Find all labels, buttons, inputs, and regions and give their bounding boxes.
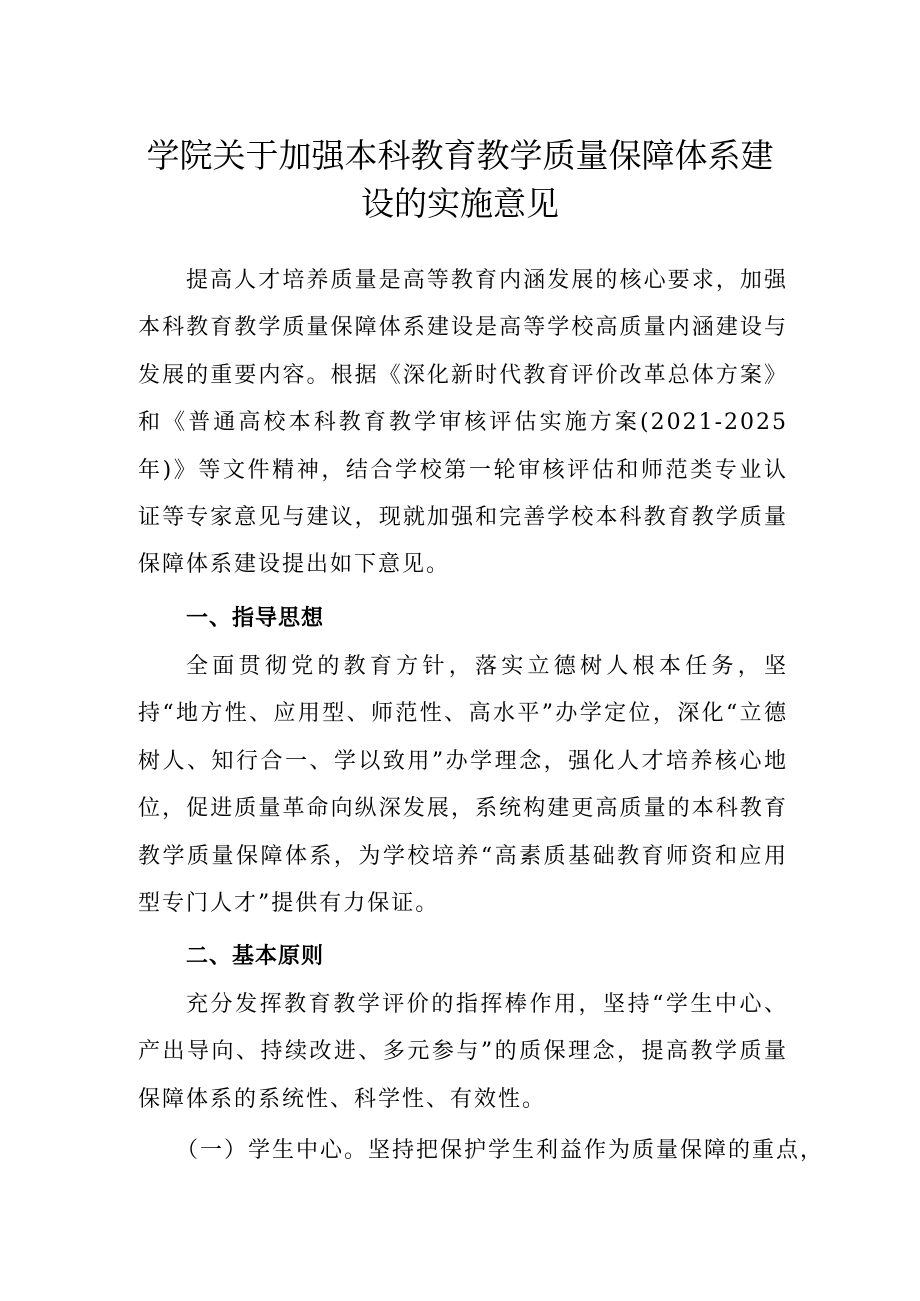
sub-item-line-student-centered: （一）学生中心。坚持把保护学生利益作为质量保障的重点， [176, 1138, 825, 1163]
section-paragraph-basic-principles: 充分发挥教育教学评价的指挥棒作用，坚持“学生中心、产出导向、持续改进、多元参与”的质保理念，提高教学质量保障体系的系统性、科学性、有效性。 [138, 992, 788, 1112]
section-heading-guiding-ideology: 一、指导思想 [186, 606, 325, 631]
document-title-line-1: 学院关于加强本科教育教学质量保障体系建 [146, 136, 774, 175]
intro-block [138, 257, 788, 589]
document-title-line-2: 设的实施意见 [361, 184, 559, 223]
section-1-block [138, 643, 788, 927]
intro-paragraph: 提高人才培养质量是高等教育内涵发展的核心要求，加强本科教育教学质量保障体系建设是高等学校高质量内涵建设与发展的重要内容。根据《深化新时代教育评价改革总体方案》和《普通高校本科教育教学审核评估实施方案(2021-2025年)》等文件精神，结合学校第一轮审核评估和师范类专业认证等专家意见与建议，现就加强和完善学校本科教育教学质量保障体系建设提出如下意见。 [138, 268, 788, 578]
section-heading-basic-principles: 二、基本原则 [186, 944, 325, 969]
section-paragraph-guiding-ideology: 全面贯彻党的教育方针，落实立德树人根本任务，坚持“地方性、应用型、师范性、高水平”办学定位，深化“立德树人、知行合一、学以致用”办学理念，强化人才培养核心地位，促进质量革命向纵深发展，系统构建更高质量的本科教育教学质量保障体系，为学校培养“高素质基础教育师资和应用型专门人才”提供有力保证。 [138, 654, 788, 917]
section-2-block [138, 981, 788, 1123]
